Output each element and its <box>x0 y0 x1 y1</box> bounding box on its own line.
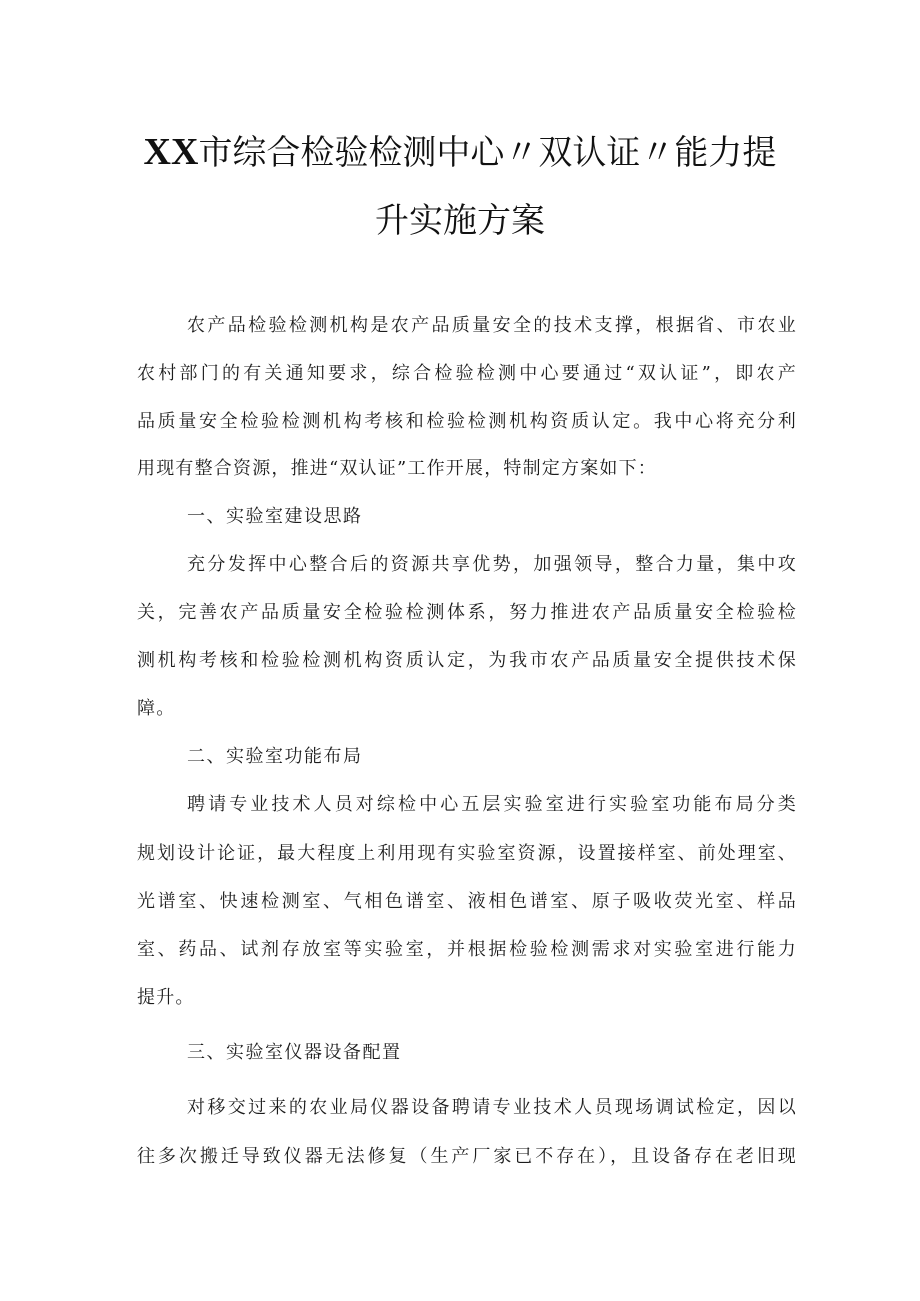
section-heading: 一、实验室建设思路 <box>187 506 363 527</box>
paragraph-line: 室、药品、试剂存放室等实验室，并根据检验检测需求对实验室进行能力 <box>137 939 797 960</box>
paragraph-line: 光谱室、快速检测室、气相色谱室、液相色谱室、原子吸收荧光室、样品 <box>137 891 797 912</box>
document-title-line-1 <box>120 132 800 173</box>
paragraph-line: 往多次搬迁导致仪器无法修复（生产厂家已不存在），且设备存在老旧现 <box>137 1146 797 1167</box>
paragraph-line: 用现有整合资源，推进“双认证”工作开展，特制定方案如下： <box>137 458 658 479</box>
paragraph-line: 规划设计论证，最大程度上利用现有实验室资源，设置接样室、前处理室、 <box>137 843 797 864</box>
paragraph-line: 充分发挥中心整合后的资源共享优势，加强领导，整合力量，集中攻 <box>187 554 797 575</box>
title-text: 市综合检验检测中心〃双认证〃能力提 <box>198 133 777 173</box>
title-prefix: XX <box>143 131 199 173</box>
paragraph-line: 关，完善农产品质量安全检验检测体系，努力推进农产品质量安全检验检 <box>137 602 797 623</box>
document-title-line-2: 升实施方案 <box>375 201 545 241</box>
paragraph-line: 品质量安全检验检测机构考核和检验检测机构资质认定。我中心将充分利 <box>137 411 797 432</box>
paragraph-line: 聘请专业技术人员对综检中心五层实验室进行实验室功能布局分类 <box>187 794 797 815</box>
paragraph-line: 对移交过来的农业局仪器设备聘请专业技术人员现场调试检定，因以 <box>187 1097 797 1118</box>
section-heading: 三、实验室仪器设备配置 <box>187 1042 402 1063</box>
paragraph-line: 测机构考核和检验检测机构资质认定，为我市农产品质量安全提供技术保 <box>137 650 797 671</box>
section-heading: 二、实验室功能布局 <box>187 746 363 767</box>
paragraph-line: 障。 <box>137 698 176 719</box>
paragraph-line: 农产品检验检测机构是农产品质量安全的技术支撑，根据省、市农业 <box>187 315 797 336</box>
paragraph-line: 农村部门的有关通知要求，综合检验检测中心要通过“双认证”，即农产 <box>137 363 797 384</box>
paragraph-line: 提升。 <box>137 987 195 1008</box>
